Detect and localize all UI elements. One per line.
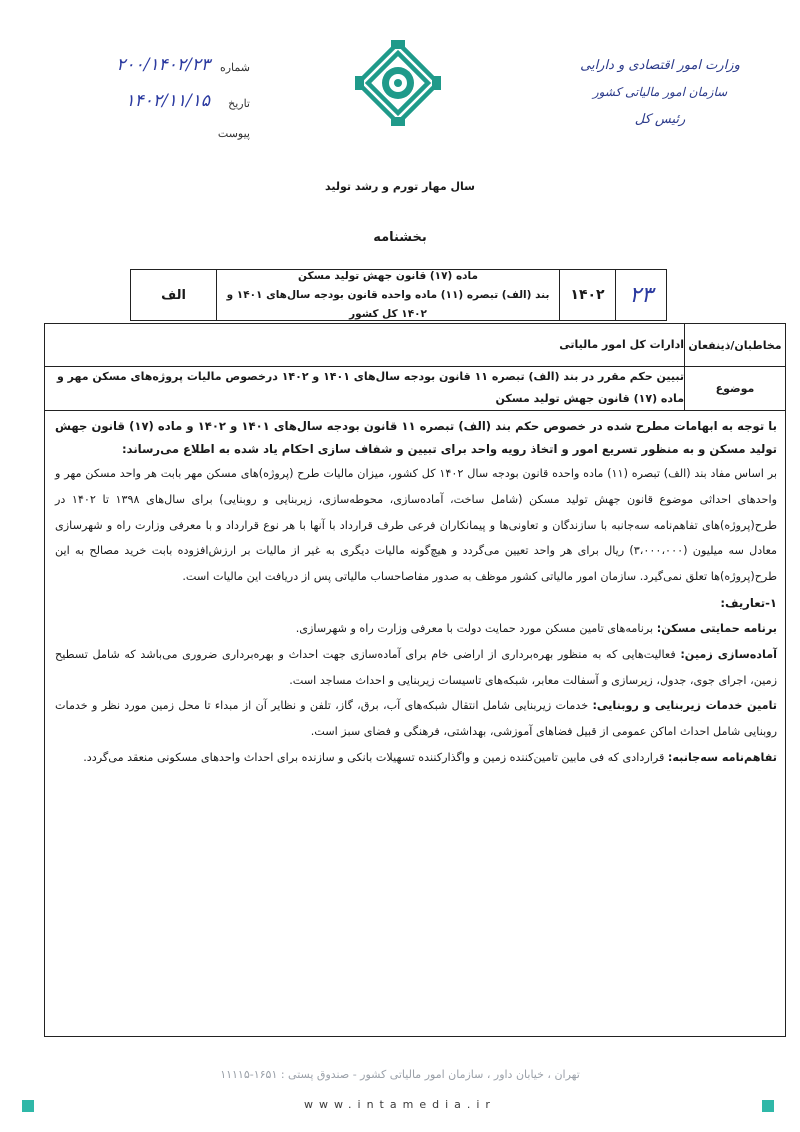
subject-line-2: بند (الف) تبصره (۱۱) ماده واحده قانون بودجه سال‌های ۱۴۰۱ و ۱۴۰۲ کل کشور [226, 288, 550, 320]
definition-text: فعالیت‌هایی که به منظور بهره‌برداری از اراضی خام برای آماده‌سازی جهت احداث و بهره‌برداری ضروری می‌باشد که شامل تسطیح زمین، اجرای جوی، جدول، زیرسازی و آسفالت معابر، شبکه‌های تاسیسات زیربنایی و احداث مساجد است. [55, 647, 777, 687]
reference-table [130, 269, 667, 321]
circular-body-table [44, 323, 786, 1037]
definition-term: آماده‌سازی زمین: [680, 647, 777, 661]
subject-value: تبیین حکم مقرر در بند (الف) تبصره ۱۱ قانون بودجه سال‌های ۱۴۰۱ و ۱۴۰۲ درخصوص مالیات پروژه‌های مسکن مهر و ماده (۱۷) قانون جهش تولید مسکن [57, 370, 684, 405]
ministry-letterhead [560, 52, 760, 133]
organization-name: سازمان امور مالیاتی کشور [592, 85, 728, 99]
letter-date-row [70, 91, 250, 127]
definitions-heading: ۱-تعاریف: [720, 595, 777, 610]
definition-term: تفاهم‌نامه سه‌جانبه: [667, 750, 777, 764]
definition-text: قراردادی که فی مابین تامین‌کننده زمین و واگذارکننده تسهیلات بانکی و سازنده برای احداث واحدهای مسکونی منعقد می‌گردد. [83, 750, 665, 764]
definition-text: برنامه‌های تامین مسکن مورد حمایت دولت با معرفی وزارت راه و شهرسازی. [295, 621, 654, 635]
attachment-label: پیوست [217, 127, 250, 140]
circular-subject [216, 270, 559, 320]
addressees-row [45, 324, 785, 367]
circular-category: الف [161, 287, 186, 303]
ministry-name: وزارت امور اقتصادی و دارایی [580, 58, 740, 73]
year-slogan: سال مهار تورم و رشد تولید [325, 180, 475, 193]
letter-number-row [70, 55, 250, 91]
circular-year: ۱۴۰۲ [559, 270, 615, 320]
official-title: رئیس کل [634, 112, 686, 127]
letter-metadata [70, 55, 250, 163]
definition-term: تامین خدمات زیربنایی و روبنایی: [592, 699, 778, 713]
date-label: تاریخ [228, 97, 250, 110]
date-value: ۱۴۰۲/۱۱/۱۵ [125, 91, 210, 111]
main-paragraph: بر اساس مفاد بند (الف) تبصره (۱۱) ماده واحده قانون بودجه سال ۱۴۰۲ کل کشور، میزان مالیات طرح (پروژه)های مسکن مهر بابت هر واحد مسکن مهر و واحدهای احداثی موضوع قانون جهش تولید مسکن (شامل ساخت، آماده‌سازی، محوطه‌سازی، زیربنایی و روبنایی) برای سال‌های ۱۳۹۸ تا ۱۴۰۲ در طرح(پروژه)های تفاهم‌نامه سه‌جانبه با سازندگان و تعاونی‌ها و پیمانکاران فرعی طرف قرارداد با آنها با هر نوع قرارداد و با معرفی وزارت راه و شهرسازی معادل سه میلیون (۳،۰۰۰،۰۰۰) ریال برای هر واحد تعیین می‌گردد و هیچ‌گونه مالیات دیگری به غیر از مالیات بر ارزش‌افزوده بابت خرید مصالح به این طرح(پروژه)ها تعلق نمی‌گیرد. سازمان امور مالیاتی کشور موظف به صدور مفاصاحساب مالیاتی پس از دریافت این مالیات است. [55, 467, 777, 584]
tax-organization-logo-icon [355, 40, 441, 126]
subject-row [45, 366, 785, 411]
definition-item [55, 616, 777, 642]
definition-text: خدمات زیربنایی شامل انتقال شبکه‌های آب، برق، گاز، تلفن و نظایر آن از مبداء تا محل زمین مورد نظر و خدمات روبنایی شامل احداث اماکن عمومی از قبیل فضاهای آموزشی، بهداشتی، فرهنگی و فضای سبز است. [55, 699, 777, 739]
footer-square-left-icon [22, 1100, 34, 1112]
footer-address: تهران ، خیابان داور ، سازمان امور مالیاتی کشور - صندوق پستی : ۱۶۵۱-۱۱۱۱۵ [220, 1068, 580, 1081]
footer-square-right-icon [762, 1100, 774, 1112]
definition-item [55, 693, 777, 745]
letter-attachment-row [70, 127, 250, 163]
document-type: بخشنامه [373, 230, 427, 245]
definition-item [55, 745, 777, 771]
addressees-value: ادارات کل امور مالیاتی [559, 338, 684, 351]
definition-term: برنامه حمایتی مسکن: [656, 621, 777, 635]
footer-website: www.intamedia.ir [304, 1098, 496, 1111]
circular-text [45, 411, 785, 1036]
subject-line-1: ماده (۱۷) قانون جهش تولید مسکن [298, 269, 478, 282]
circular-number: ۲۳ [615, 270, 666, 320]
number-label: شماره [219, 61, 250, 74]
subject-label: موضوع [684, 366, 785, 410]
definition-item [55, 642, 777, 694]
intro-paragraph: با توجه به ابهامات مطرح شده در خصوص حکم بند (الف) تبصره ۱۱ قانون بودجه سال‌های ۱۴۰۱ و ۱۴۰۲ و ماده (۱۷) قانون جهش تولید مسکن و به منظور تسریع امور و اتخاذ رویه واحد برای تبیین و شفاف سازی احکام یاد شده به اطلاع می‌رساند: [55, 419, 777, 456]
addressees-label: مخاطبان/ذینفعان [684, 324, 785, 366]
number-value: ۲۰۰/۱۴۰۲/۲۳ [116, 55, 210, 75]
